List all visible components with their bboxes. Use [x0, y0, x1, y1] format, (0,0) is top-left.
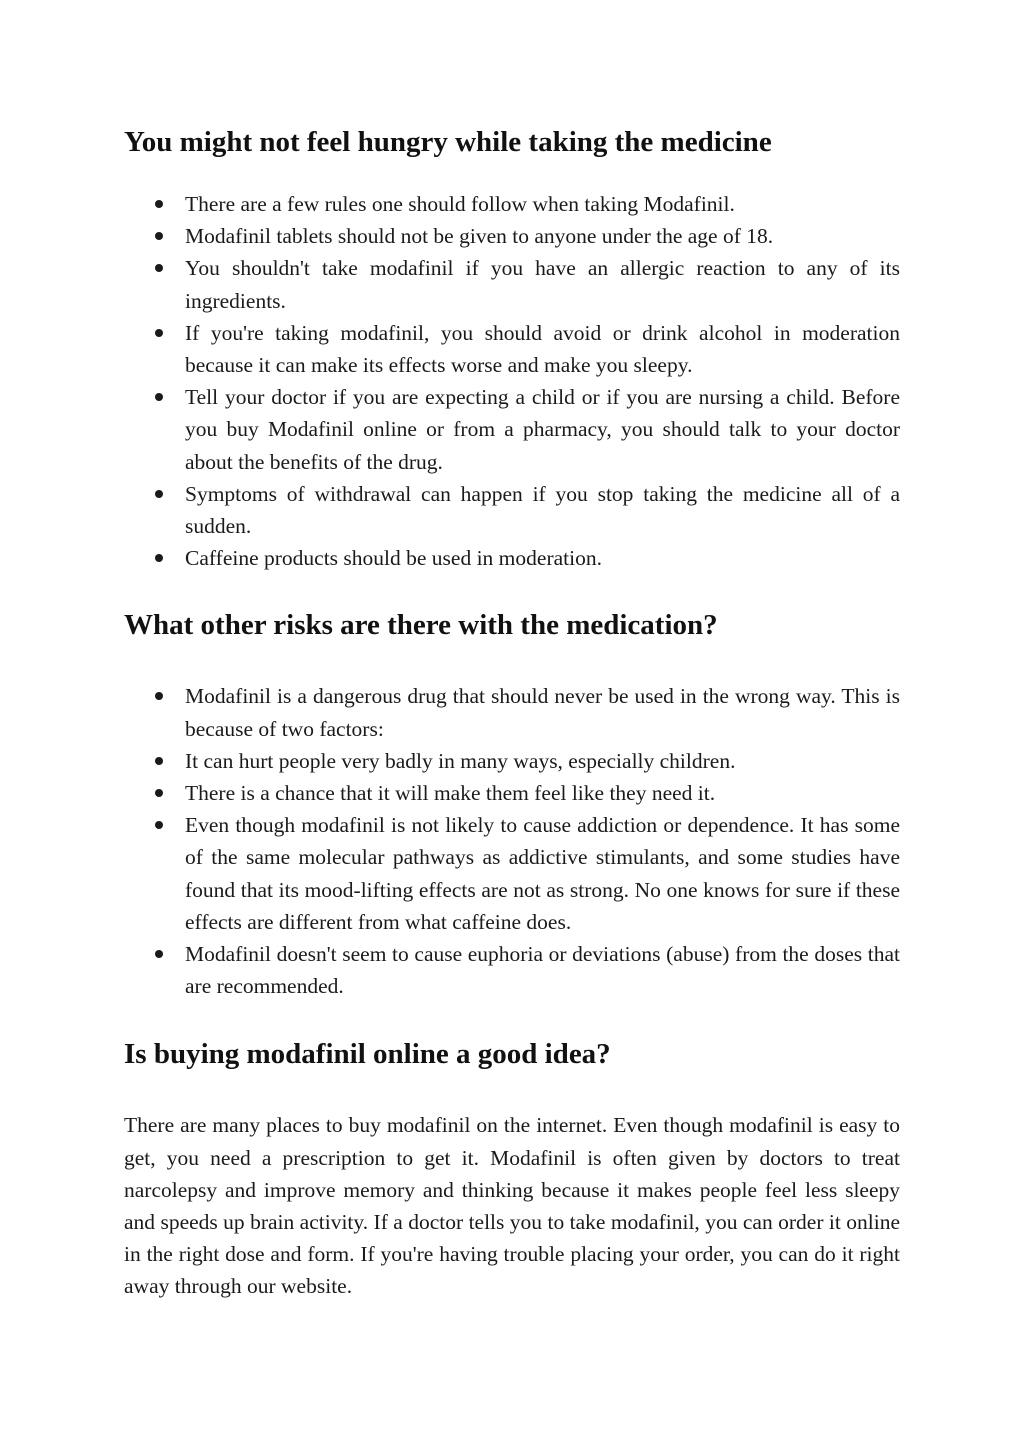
list-item-text: Symptoms of withdrawal can happen if you stop taking the medicine all of a sudden.	[185, 481, 900, 539]
bullet-icon	[155, 692, 163, 700]
bullet-icon	[155, 329, 163, 337]
list-item	[185, 938, 900, 1002]
list-item	[185, 777, 900, 809]
bullet-icon	[155, 757, 163, 765]
section-heading-hunger: You might not feel hungry while taking the medicine	[124, 126, 772, 158]
list-item-text: There is a chance that it will make them feel like they need it.	[185, 781, 716, 806]
bullet-icon	[155, 821, 163, 829]
list-item	[185, 381, 900, 478]
list-item-text: If you're taking modafinil, you should avoid or drink alcohol in moderation because it can make its effects worse and make you sleepy.	[185, 320, 900, 378]
bullet-icon	[155, 789, 163, 797]
list-item-text: Tell your doctor if you are expecting a child or if you are nursing a child. Before you buy Modafinil online or from a pharmacy, you should talk to your doctor about the benefits of the drug.	[185, 385, 900, 474]
bullet-icon	[155, 200, 163, 208]
bullet-icon	[155, 490, 163, 498]
section-heading-buying-online: Is buying modafinil online a good idea?	[124, 1038, 611, 1071]
bullet-icon	[155, 950, 163, 958]
list-item-text: It can hurt people very badly in many ways, especially children.	[185, 748, 736, 773]
list-item	[185, 745, 900, 777]
buying-online-paragraph: There are many places to buy modafinil on the internet. Even though modafinil is easy to get, you need a prescription to get it. Modafinil is often given by doctors to treat narcolepsy and improve memory and thinking because it makes people feel less sleepy and speeds up brain activity. If a doctor tells you to take modafinil, you can order it online in the right dose and form. If you're having trouble placing your order, you can do it right away through our website.	[124, 1113, 900, 1299]
list-item	[185, 809, 900, 938]
list-item-text: Modafinil is a dangerous drug that should never be used in the wrong way. This is because of two factors:	[185, 684, 900, 741]
list-item	[185, 220, 900, 252]
risks-list	[124, 680, 900, 1002]
list-item-text: Modafinil doesn't seem to cause euphoria or deviations (abuse) from the doses that are recommended.	[185, 942, 900, 999]
list-item-text: You shouldn't take modafinil if you have an allergic reaction to any of its ingredients.	[185, 256, 900, 313]
section-heading-risks: What other risks are there with the medication?	[124, 609, 718, 642]
list-item	[185, 252, 900, 316]
list-item	[185, 478, 900, 542]
list-item-text: There are a few rules one should follow when taking Modafinil.	[185, 192, 735, 216]
bullet-icon	[155, 554, 163, 562]
bullet-icon	[155, 393, 163, 401]
list-item-text: Modafinil tablets should not be given to anyone under the age of 18.	[185, 224, 774, 249]
rules-list	[124, 188, 900, 574]
list-item-text: Even though modafinil is not likely to cause addiction or dependence. It has some of the same molecular pathways as addictive stimulants, and some studies have found that its mood-lifting effects are not as strong. No one knows for sure if these effects are different from what caffeine does.	[185, 813, 900, 934]
list-item	[185, 317, 900, 381]
list-item	[185, 188, 900, 220]
document-page	[124, 120, 900, 1303]
bullet-icon	[155, 232, 163, 240]
list-item	[185, 680, 900, 744]
list-item-text: Caffeine products should be used in moderation.	[185, 546, 602, 571]
list-item	[185, 542, 900, 574]
bullet-icon	[155, 264, 163, 272]
